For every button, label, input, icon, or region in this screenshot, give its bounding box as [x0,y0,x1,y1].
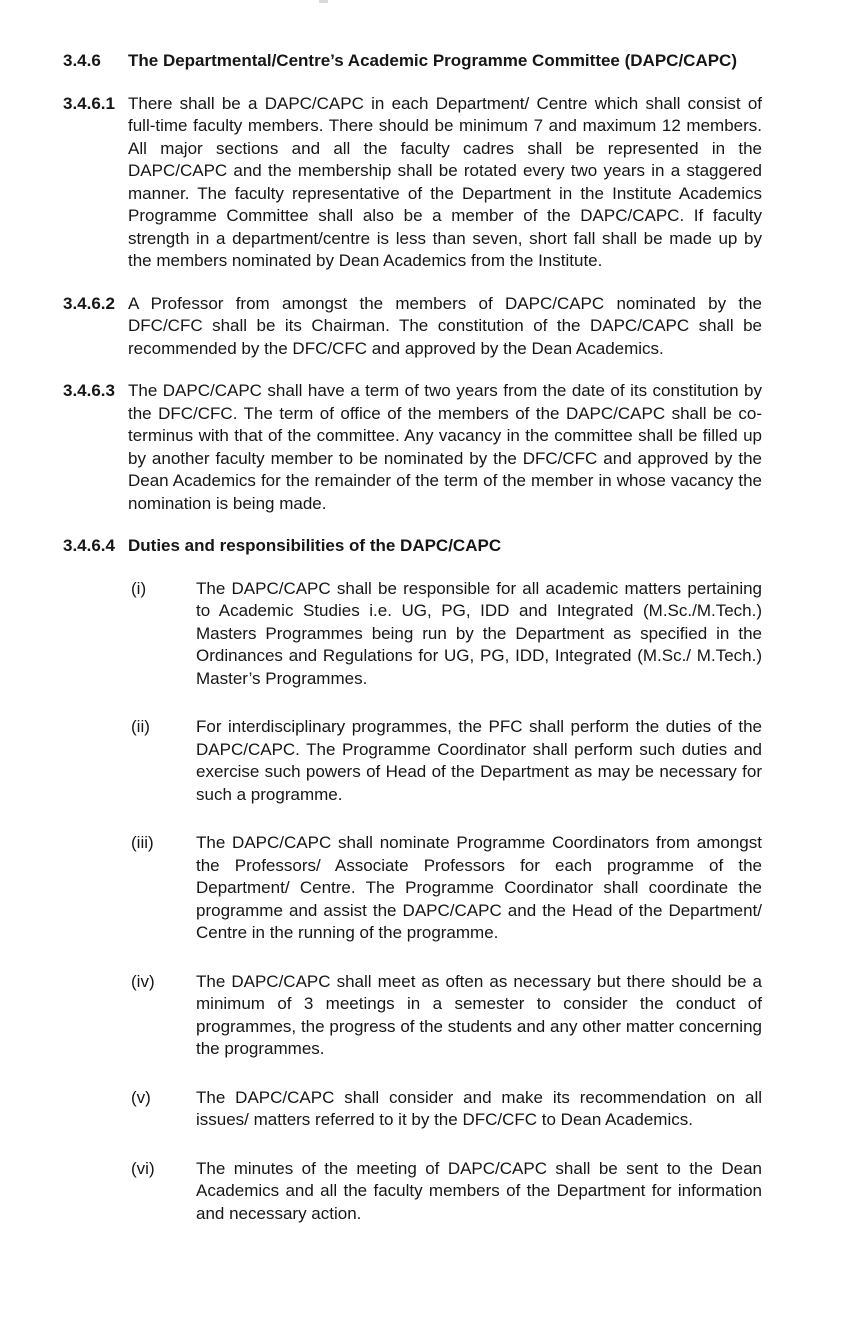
section-heading-3-4-6 [63,50,762,73]
list-item-iii [131,832,762,945]
duties-list [131,578,762,1226]
list-item-vi [131,1158,762,1226]
section-number: 3.4.6 [63,51,101,70]
section-heading-text: The Departmental/Centre’s Academic Programme Committee (DAPC/CAPC) [128,51,737,70]
paragraph-text: The DAPC/CAPC shall have a term of two years from the date of its constitution by the DFC/CFC. The term of office of the members of the DAPC/CAPC shall be co-terminus with that of the committee. Any vacancy in the committee shall be filled up by another faculty member to be nominated by the DFC/CFC and approved by the Dean Academics for the remainder of the term of the member in whose vacancy the nomination is being made. [128,381,762,513]
list-marker: (iii) [131,833,154,852]
paragraph-number: 3.4.6.3 [63,381,115,400]
paragraph-3-4-6-1 [63,93,762,273]
scan-artifact [319,0,328,3]
list-item-text: The DAPC/CAPC shall nominate Programme Coordinators from amongst the Professors/ Associate Professors for each programme of the Department/ Centre. The Programme Coordinator shall coordinate the programme and assist the DAPC/CAPC and the Head of the Department/ Centre in the running of the programme. [196,833,762,942]
list-item-ii [131,716,762,806]
list-item-text: The DAPC/CAPC shall meet as often as necessary but there should be a minimum of 3 meetings in a semester to consider the conduct of programmes, the progress of the students and any other matter concerning the programmes. [196,971,762,1058]
list-item-text: The DAPC/CAPC shall be responsible for all academic matters pertaining to Academic Studies i.e. UG, PG, IDD and Integrated (M.Sc./M.Tech.) Masters Programmes being run by the Department as specified in the Ordinances and Regulations for UG, PG, IDD, Integrated (M.Sc./ M.Tech.) Master’s Programmes. [196,578,762,688]
paragraph-3-4-6-3 [63,380,762,515]
paragraph-text: There shall be a DAPC/CAPC in each Department/ Centre which shall consist of full-time faculty members. There should be minimum 7 and maximum 12 members. All major sections and all the faculty cadres shall be represented in the DAPC/CAPC and the membership shall be rotated every two years in a staggered manner. The faculty representative of the Department in the Institute Academics Programme Committee shall also be a member of the DAPC/CAPC. If faculty strength in a department/centre is less than seven, short fall shall be made up by the members nominated by Dean Academics from the Institute. [128,93,762,270]
subsection-number: 3.4.6.4 [63,536,115,555]
list-item-v [131,1087,762,1132]
subsection-heading-text: Duties and responsibilities of the DAPC/CAPC [128,536,502,555]
subsection-heading-3-4-6-4 [63,535,762,558]
list-marker: (ii) [131,717,150,736]
document-content [63,50,762,1225]
list-marker: (v) [131,1087,151,1107]
paragraph-number: 3.4.6.2 [63,293,115,313]
list-marker: (iv) [131,971,155,991]
paragraph-3-4-6-2 [63,293,762,361]
list-item-text: The minutes of the meeting of DAPC/CAPC shall be sent to the Dean Academics and all the faculty members of the Department for information and necessary action. [196,1158,762,1223]
paragraph-number: 3.4.6.1 [63,93,115,113]
paragraph-text: A Professor from amongst the members of DAPC/CAPC nominated by the DFC/CFC shall be its Chairman. The constitution of the DAPC/CAPC shall be recommended by the DFC/CFC and approved by the Dean Academics. [128,293,762,358]
list-item-iv [131,971,762,1061]
list-item-text: For interdisciplinary programmes, the PFC shall perform the duties of the DAPC/CAPC. The Programme Coordinator shall perform such duties and exercise such powers of Head of the Department as may be necessary for such a programme. [196,717,762,804]
list-marker: (i) [131,578,147,598]
list-marker: (vi) [131,1158,155,1178]
list-item-i [131,578,762,691]
list-item-text: The DAPC/CAPC shall consider and make its recommendation on all issues/ matters referred to it by the DFC/CFC to Dean Academics. [196,1087,762,1129]
